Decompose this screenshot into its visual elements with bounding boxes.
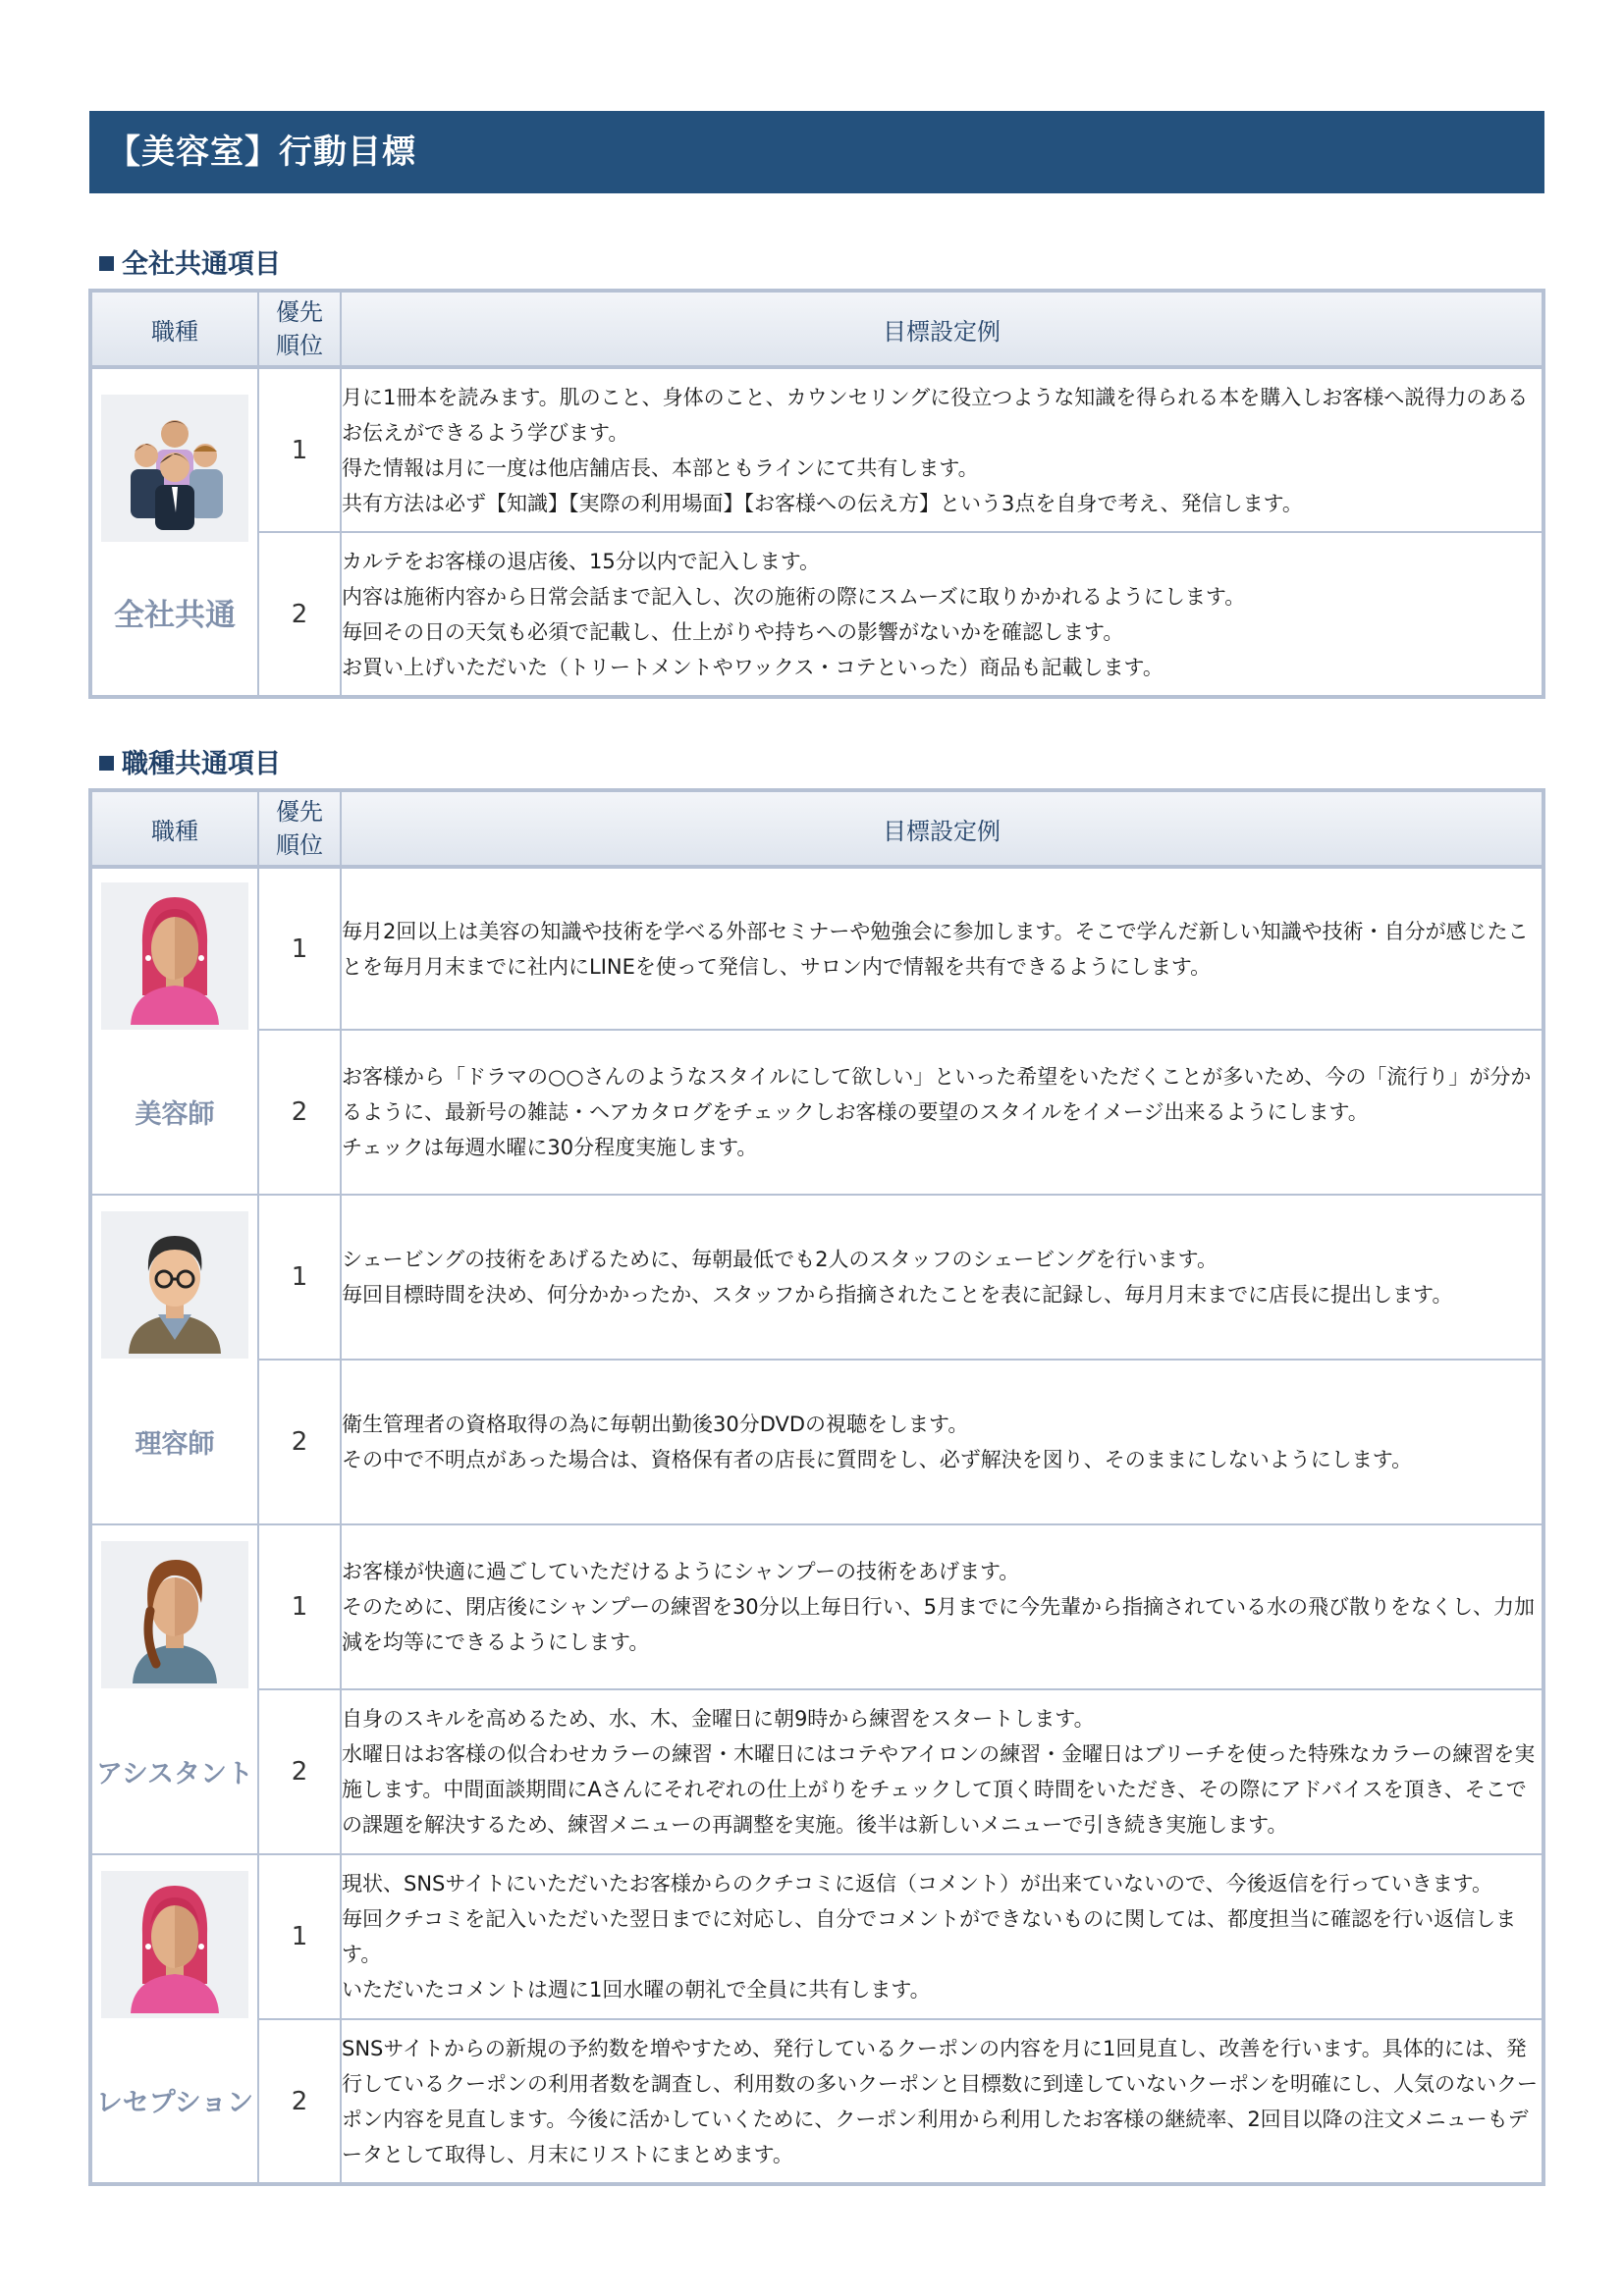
role-label: 理容師 <box>135 1429 215 1460</box>
priority-cell: 2 <box>258 1360 341 1524</box>
role-label: 全社共通 <box>114 598 236 633</box>
section-title-jobtype: 職種共通項目 <box>99 742 281 780</box>
priority-cell: 1 <box>258 867 341 1030</box>
priority-cell: 1 <box>258 1524 341 1689</box>
priority-cell: 2 <box>258 1030 341 1195</box>
table-row <box>90 1689 1543 1854</box>
goal-text: カルテをお客様の退店後、15分以内で記入します。 内容は施術内容から日常会話まで記入し、次の施術の際にスムーズに取りかかれるようにします。 毎回その日の天気も必須で記載し、仕上がりや持ちへの影響がないかを確認します。 お買い上げいただいた（トリートメントやワックス・コテといった）商品も記載します。 <box>341 532 1543 697</box>
table-row <box>90 1030 1543 1195</box>
goal-text: 自身のスキルを高めるため、水、木、金曜日に朝9時から練習をスタートします。 水曜日はお客様の似合わせカラーの練習・木曜日にはコテやアイロンの練習・金曜日はブリーチを使った特殊なカラーの練習を実施します。中間面談期間にAさんにそれぞれの仕上がりをチェックして頂く時間をいただき、その際にアドバイスを頂き、そこでの課題を解決するため、練習メニューの再調整を実施。後半は新しいメニューで引き続き実施します。 <box>341 1689 1543 1854</box>
priority-cell: 1 <box>258 1854 341 2019</box>
priority-cell: 1 <box>258 1195 341 1360</box>
role-cell <box>90 1524 258 1854</box>
table-row <box>90 1195 1543 1360</box>
goal-text: 毎月2回以上は美容の知識や技術を学べる外部セミナーや勉強会に参加します。そこで学んだ新しい知識や技術・自分が感じたことを毎月月末までに社内にLINEを使って発信し、サロン内で情報を共有できるようにします。 <box>341 867 1543 1030</box>
goal-text: お客様が快適に過ごしていただけるようにシャンプーの技術をあげます。 そのために、閉店後にシャンプーの練習を30分以上毎日行い、5月までに今先輩から指摘されている水の飛び散りをなくし、力加減を均等にできるようにします。 <box>341 1524 1543 1689</box>
section-title-company: 全社共通項目 <box>99 242 281 281</box>
goal-text: 衛生管理者の資格取得の為に毎朝出勤後30分DVDの視聴をします。 その中で不明点があった場合は、資格保有者の店長に質問をし、必ず解決を図り、そのままにしないようにします。 <box>341 1360 1543 1524</box>
table-row <box>90 532 1543 697</box>
table-row <box>90 1360 1543 1524</box>
table-row <box>90 367 1543 532</box>
table-row <box>90 867 1543 1030</box>
group-people-icon <box>101 395 248 542</box>
receptionist-woman-icon <box>101 1871 248 2018</box>
goal-text: 月に1冊本を読みます。肌のこと、身体のこと、カウンセリングに役立つような知識を得られる本を購入しお客様へ説得力のあるお伝えができるよう学びます。 得た情報は月に一度は他店舗店長、本部ともラインにて共有します。 共有方法は必ず【知識】【実際の利用場面】【お客様への伝え方】という3点を自身で考え、発信します。 <box>341 367 1543 532</box>
role-label: レセプション <box>95 2088 254 2118</box>
assistant-woman-icon <box>101 1541 248 1688</box>
square-bullet-icon <box>99 756 114 771</box>
header-goal: 目標設定例 <box>341 291 1543 367</box>
header-priority: 優先 順位 <box>258 291 341 367</box>
goal-text: お客様から「ドラマの○○さんのようなスタイルにして欲しい」といった希望をいただくことが多いため、今の「流行り」が分かるように、最新号の雑誌・ヘアカタログをチェックしお客様の要望のスタイルをイメージ出来るようにします。 チェックは毎週水曜に30分程度実施します。 <box>341 1030 1543 1195</box>
barber-man-icon <box>101 1211 248 1359</box>
goal-text: SNSサイトからの新規の予約数を増やすため、発行しているクーポンの内容を月に1回見直し、改善を行います。具体的には、発行しているクーポンの利用者数を調査し、利用数の多いクーポンと目標数に到達していないクーポンを明確にし、人気のないクーポン内容を見直します。今後に活かしていくために、クーポン利用から利用したお客様の継続率、2回目以降の注文メニューもデータとして取得し、月末にリストにまとめます。 <box>341 2019 1543 2184</box>
priority-cell: 2 <box>258 1689 341 1854</box>
role-label: 美容師 <box>135 1099 215 1130</box>
role-cell <box>90 1195 258 1524</box>
goal-text: 現状、SNSサイトにいただいたお客様からのクチコミに返信（コメント）が出来ていないので、今後返信を行っていきます。 毎回クチコミを記入いただいた翌日までに対応し、自分でコメントができないものに関しては、都度担当に確認を行い返信します。 いただいたコメントは週に1回水曜の朝礼で全員に共有します。 <box>341 1854 1543 2019</box>
header-priority: 優先 順位 <box>258 790 341 867</box>
page-title: 【美容室】行動目標 <box>89 111 1544 193</box>
table-row <box>90 2019 1543 2184</box>
jobtype-goals-table <box>88 788 1545 2186</box>
role-cell <box>90 367 258 697</box>
beautician-woman-icon <box>101 882 248 1030</box>
header-goal: 目標設定例 <box>341 790 1543 867</box>
company-goals-table <box>88 289 1545 699</box>
priority-cell: 1 <box>258 367 341 532</box>
goal-text: シェービングの技術をあげるために、毎朝最低でも2人のスタッフのシェービングを行います。 毎回目標時間を決め、何分かかったか、スタッフから指摘されたことを表に記録し、毎月月末までに店長に提出します。 <box>341 1195 1543 1360</box>
role-cell <box>90 867 258 1195</box>
square-bullet-icon <box>99 256 114 271</box>
priority-cell: 2 <box>258 532 341 697</box>
header-role: 職種 <box>90 291 258 367</box>
header-role: 職種 <box>90 790 258 867</box>
priority-cell: 2 <box>258 2019 341 2184</box>
table-row <box>90 1854 1543 2019</box>
role-cell <box>90 1854 258 2184</box>
role-label: アシスタント <box>95 1759 254 1789</box>
table-row <box>90 1524 1543 1689</box>
